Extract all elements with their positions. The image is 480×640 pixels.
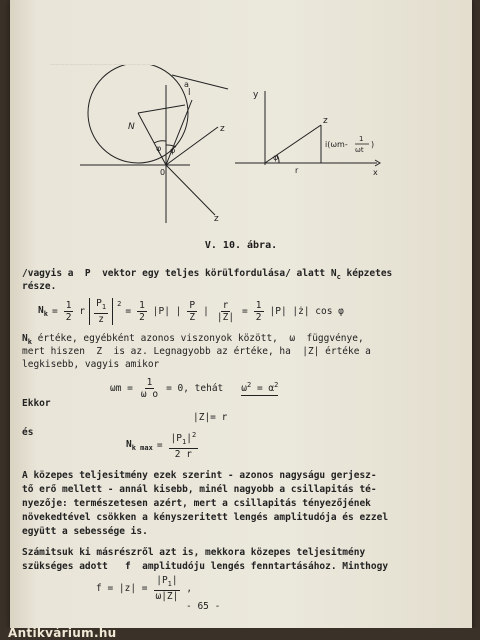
label-l: l [188, 88, 191, 98]
equation-f: f = |z| = $\frac{|P_1|}{\omega|Z|}$ , [96, 575, 193, 602]
label-n: N [128, 122, 135, 132]
label-x: x [373, 168, 378, 177]
label-im-frac-n: 1 [359, 135, 364, 143]
text-es: és [22, 427, 34, 438]
figure-right-impedance-diagram [235, 85, 385, 185]
text-line-1: /vagyis a P vektor egy teljes körülfordulása/ alatt $N_c$ képzetes [22, 268, 393, 281]
text-ekkor: Ekkor [22, 398, 51, 409]
label-y: y [253, 90, 259, 100]
text-paragraph-3-line-4: növekedtével csökken a kényszeritett lengés amplitudója és ezzel [22, 512, 389, 523]
label-origin: 0 [160, 168, 166, 177]
text-paragraph-4-line-2: szükséges adott f amplitudóju lengés fenntartásához. Minthogy [22, 561, 389, 572]
angle-arc-1 [154, 141, 166, 143]
page-number: - 65 - [186, 601, 221, 612]
text-paragraph-2-line-3: legkisebb, vagyis amikor [22, 359, 160, 370]
label-phi: φ [273, 153, 279, 162]
figure-caption: V. 10. ábra. [204, 240, 278, 251]
text-paragraph-3-line-2: tő erő mellett - annál kisebb, minél nagyobb a csillapitás té- [22, 484, 377, 495]
text-paragraph-3-line-3: nyezője: természetesen azért, mert a csillapitás tényezőjének [22, 498, 371, 509]
vector-p [138, 105, 185, 113]
watermark-logo: Antikvárium.hu [8, 626, 117, 640]
label-phi-2: φ [170, 146, 176, 155]
vector-z-down [166, 165, 215, 215]
text-line-2: része. [22, 281, 57, 292]
equation-nk: $N_k$ = $\frac{1}{2}$ r $\frac{P_1}{z}$ $^2$ = $\frac{1}{2}$ |P| | $\frac{P}{Z}$ | $\frac{r}{|Z|}$ = $\frac{1}{2}$ |P| |ż| cos φ [38, 298, 344, 325]
text-paragraph-3-line-1: A közepes teljesitmény ezek szerint - azonos nagyságu gerjesz- [22, 470, 377, 481]
equation-omega: ωm = $\frac{1}{\text{ω o}}$ = 0, tehát $\omega^2 = \alpha^2$ [110, 377, 279, 400]
equation-nk-max: $N_{k max}$ = $\frac{|P_1|^2}{2 r}$ [126, 431, 197, 461]
label-phi-1: φ [156, 144, 162, 153]
label-z: z [323, 116, 328, 126]
figure-left-vector-diagram [80, 65, 240, 235]
label-im: i(ωm- [325, 140, 348, 149]
label-z-down: z [214, 214, 219, 224]
equation-z-equals-r: |Z|= r [193, 412, 228, 423]
label-im-frac-d: ωt [355, 146, 364, 154]
label-a: a [184, 80, 189, 89]
omega-alpha-underlined: $\omega^2 = \alpha^2$ [241, 380, 279, 395]
bleed-through: ~~~~~~~~~~~~~~~~~~~~~ [50, 60, 152, 69]
label-r: r [295, 166, 299, 175]
label-im-close: ) [371, 140, 375, 149]
text-paragraph-2-line-1: $N_k$ értéke, egyébként azonos viszonyok között, ω függvénye, [22, 333, 364, 346]
vector-n [138, 113, 166, 165]
text-paragraph-4-line-1: Számitsuk ki másrészről azt is, mekkora közepes teljesitmény [22, 547, 366, 558]
book-page [10, 0, 472, 628]
label-z-up: z [220, 124, 225, 134]
text-paragraph-3-line-5: együtt a sebessége is. [22, 526, 148, 537]
text-paragraph-2-line-2: mert hiszen Z is az. Legnagyobb az értéke, ha |Z| értéke a [22, 346, 371, 357]
